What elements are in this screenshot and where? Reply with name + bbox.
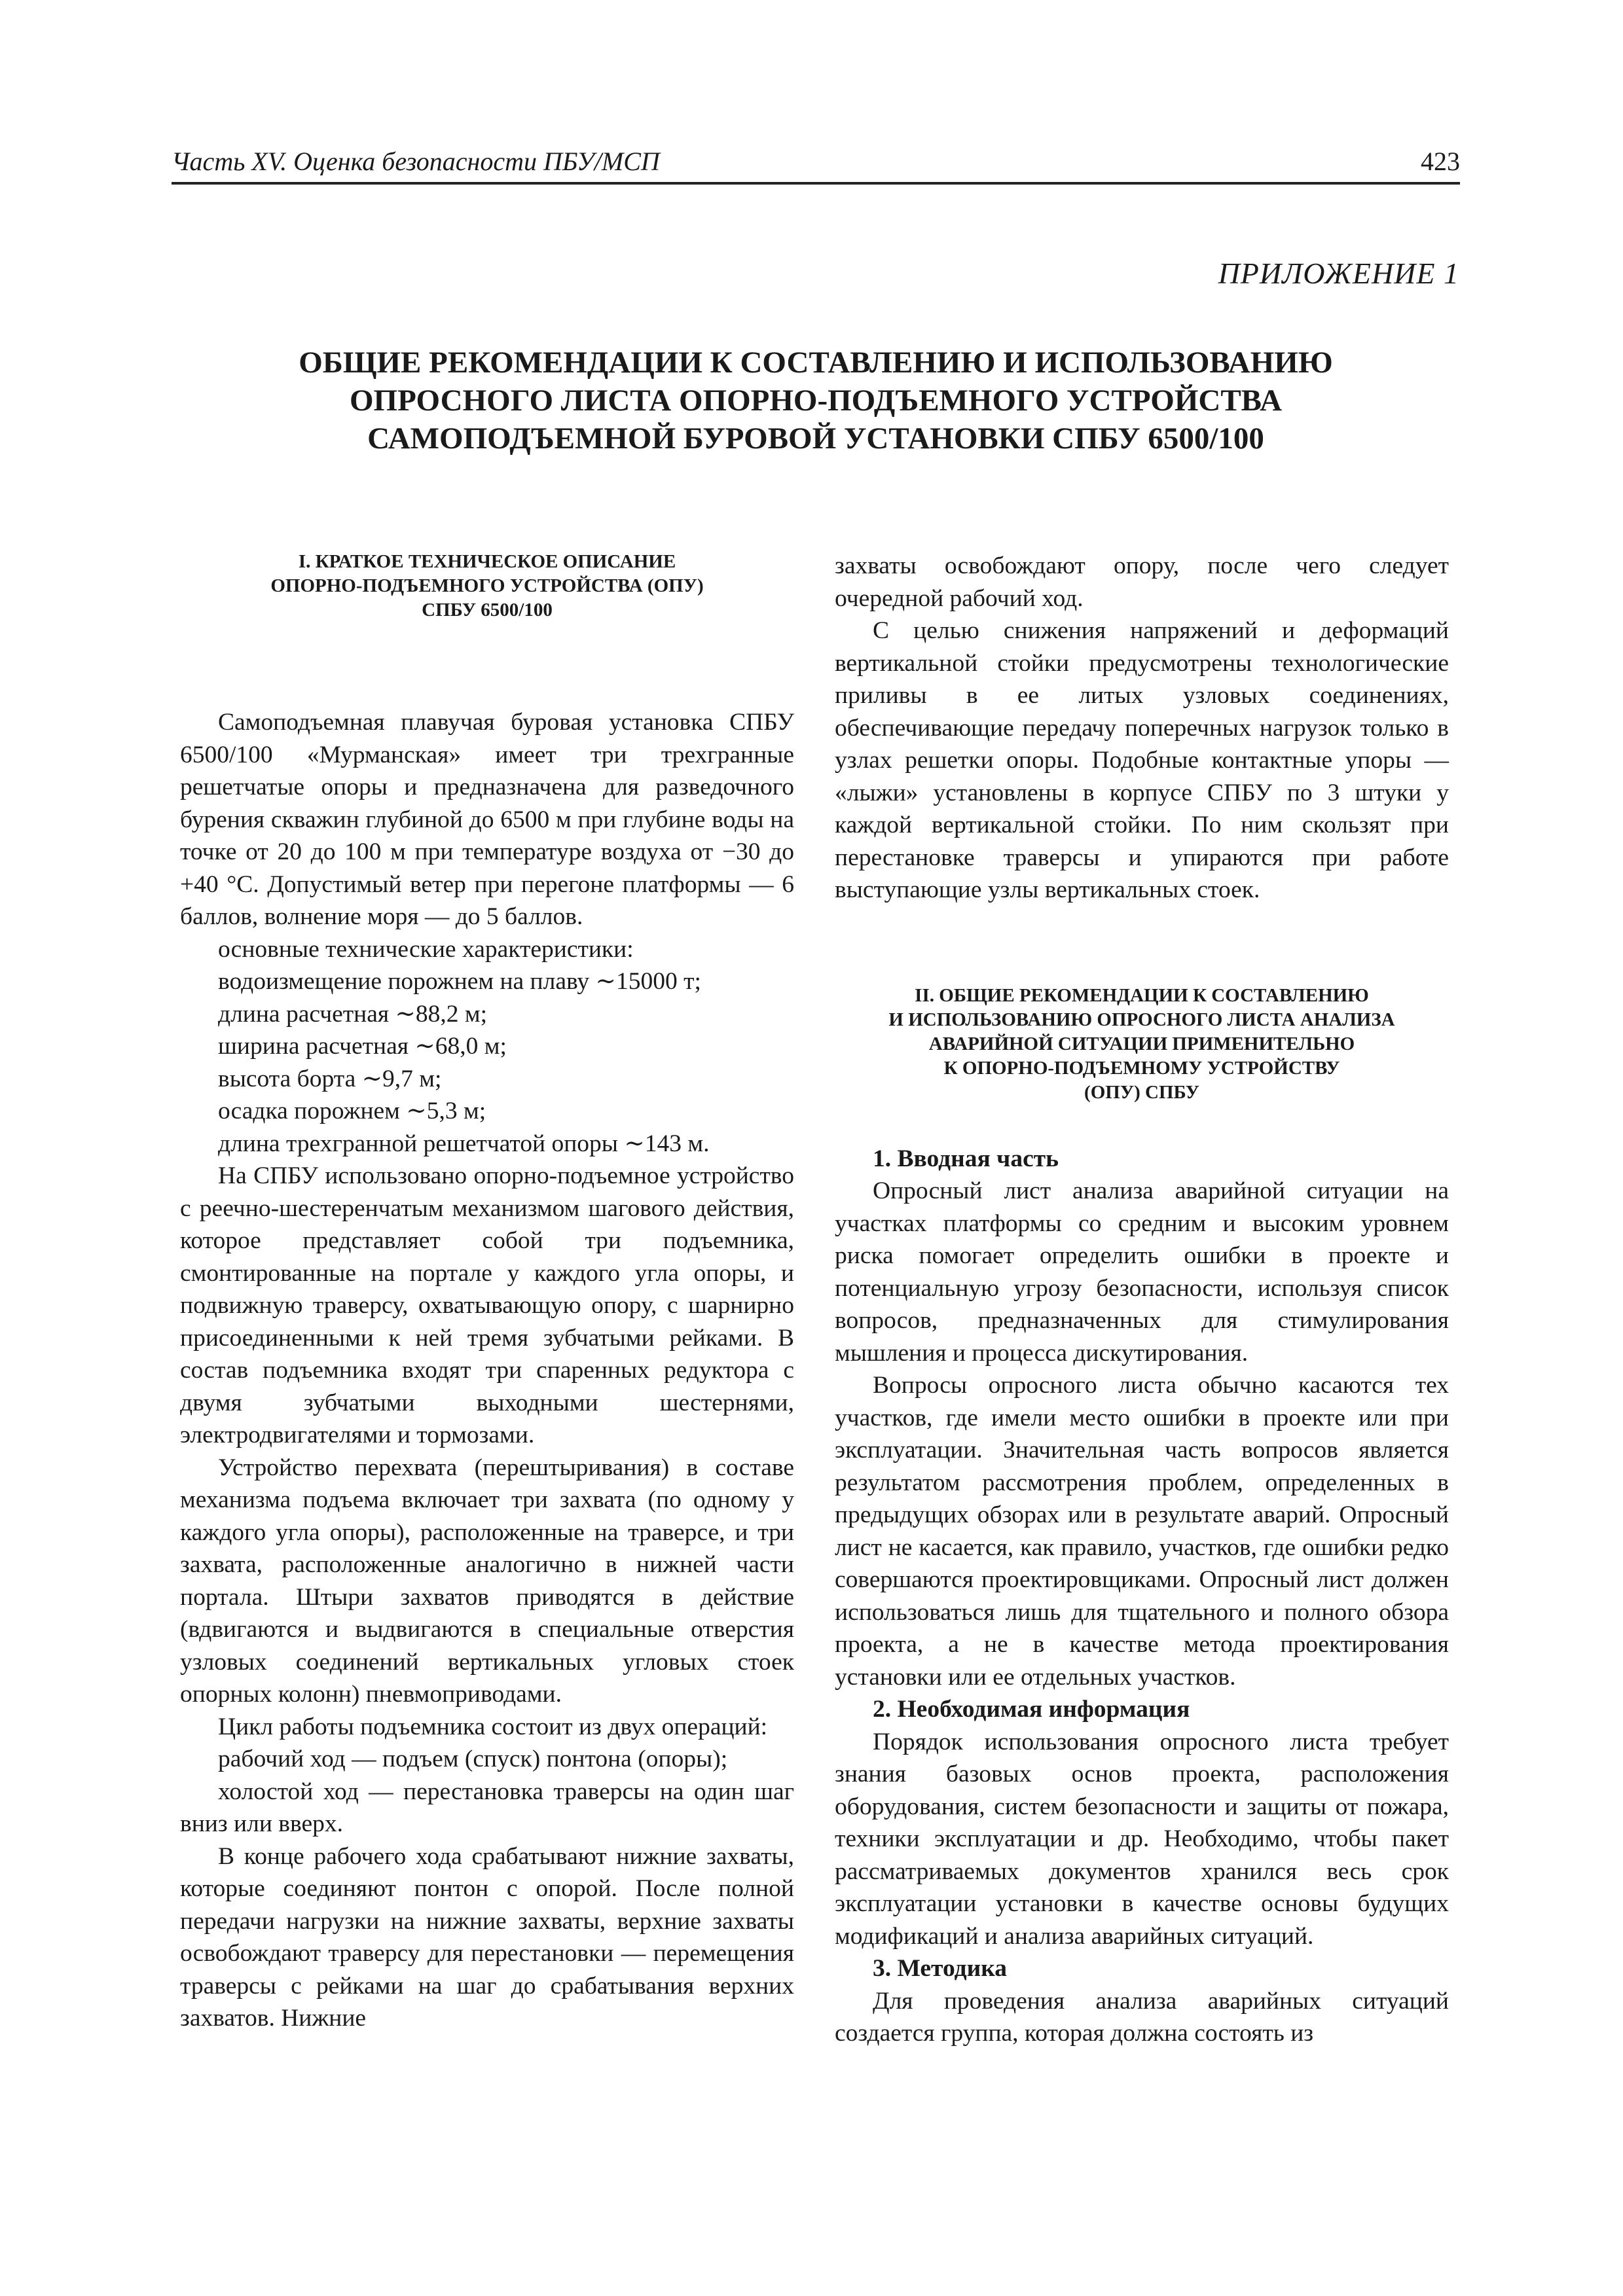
paragraph-stress: С целью снижения напряжений и деформаций вертикальной стойки предусмотрены технологические приливы в ее литых узловых соединениях, обеспечивающие передачу поперечных нагрузок только в узлах решетки опоры. Подобные контактные упоры — «лыжи» установлены в корпусе СПБУ по 3 штуки у каждой вертикальной стойки. По ним скользят при перестановке траверсы и упираются при работе выступающие узлы вертикальных стоек.	[835, 617, 1449, 903]
spacer	[835, 1105, 1449, 1143]
page-header	[172, 145, 1460, 185]
subsection-heading: 1. Вводная часть	[873, 1145, 1059, 1172]
paragraph: Опросный лист анализа аварийной ситуации на участках платформы со средним и высоким уровнем риска помогает определить ошибки в проекте и потенциальную угрозу безопасности, используя список вопросов, предназначенных для стимулирования мышления и процесса дискутирования.	[835, 1177, 1449, 1367]
title-line: САМОПОДЪЕМНОЙ БУРОВОЙ УСТАНОВКИ СПБУ 6500/100	[367, 422, 1264, 456]
subsection-heading: 3. Методика	[873, 1955, 1008, 1982]
section-heading-line: СПБУ 6500/100	[422, 600, 553, 620]
paragraph-working-stroke: рабочий ход — подъем (спуск) понтона (опоры);	[218, 1746, 728, 1772]
spec-item: длина трехгранной решетчатой опоры ∼143 м.	[218, 1130, 710, 1157]
section-heading-line: И ИСПОЛЬЗОВАНИЮ ОПРОСНОГО ЛИСТА АНАЛИЗА	[888, 1009, 1395, 1030]
section-heading-line: АВАРИЙНОЙ СИТУАЦИИ ПРИМЕНИТЕЛЬНО	[928, 1033, 1355, 1054]
left-column	[180, 550, 794, 2035]
section-heading-line: II. ОБЩИЕ РЕКОМЕНДАЦИИ К СОСТАВЛЕНИЮ	[915, 984, 1369, 1006]
paragraph-device: На СПБУ использовано опорно-подъемное устройство с реечно-шестеренчатым механизмом шагового действия, которое представляет собой три подъемника, смонтированные на портале у каждого угла опоры, и подвижную траверсу, охватывающую опору, с шарнирно присоединенными к ней тремя зубчатыми рейками. В состав подъемника входят три спаренных редуктора с двумя зубчатыми выходными шестернями, электродвигателями и тормозами.	[180, 1162, 794, 1448]
paragraph: Вопросы опросного листа обычно касаются тех участков, где имели место ошибки в проекте или при эксплуатации. Значительная часть вопросов является результатом рассмотрения проблем, определенных в предыдущих обзорах или в результате аварий. Опросный лист не касается, как правило, участков, где ошибки редко совершаются проектировщиками. Опросный лист должен использоваться лишь для тщательного и полного обзора проекта, а не в качестве метода проектирования установки или ее отдельных участков.	[835, 1372, 1449, 1691]
section-heading-line: (ОПУ) СПБУ	[1084, 1081, 1199, 1103]
paragraph: Для проведения анализа аварийных ситуаций создается группа, которая должна состоять из	[835, 1987, 1449, 2047]
paragraph-idle-stroke: холостой ход — перестановка траверсы на один шаг вниз или вверх.	[180, 1778, 794, 1837]
section-heading-line: I. КРАТКОЕ ТЕХНИЧЕСКОЕ ОПИСАНИЕ	[298, 551, 676, 572]
running-title: Часть XV. Оценка безопасности ПБУ/МСП	[172, 147, 660, 176]
section-heading-line: К ОПОРНО-ПОДЪЕМНОМУ УСТРОЙСТВУ	[943, 1057, 1340, 1079]
page-number: 423	[1421, 147, 1460, 176]
section-1-heading	[180, 550, 794, 622]
paragraph-interception: Устройство перехвата (перештыривания) в составе механизма подъема включает три захвата (по одному у каждого угла опоры), расположенные на траверсе, и три захвата, расположенные аналогично в нижней части портала. Штыри захватов приводятся в действие (вдвигаются и выдвигаются в специальные отверстия узловых соединений вертикальных угловых стоек опорных колонн) пневмоприводами.	[180, 1454, 794, 1708]
spec-item: осадка порожнем ∼5,3 м;	[218, 1098, 486, 1124]
right-column	[835, 550, 1449, 2050]
spacer	[835, 906, 1449, 984]
subsection-heading: 2. Необходимая информация	[873, 1696, 1190, 1723]
title-line: ОПРОСНОГО ЛИСТА ОПОРНО-ПОДЪЕМНОГО УСТРОЙСТВА	[349, 384, 1283, 418]
title-line: ОБЩИЕ РЕКОМЕНДАЦИИ К СОСТАВЛЕНИЮ И ИСПОЛЬЗОВАНИЮ	[299, 346, 1333, 380]
spec-item: водоизмещение порожнем на плаву ∼15000 т;	[218, 968, 701, 995]
spec-item: высота борта ∼9,7 м;	[218, 1065, 442, 1092]
section-heading-line: ОПОРНО-ПОДЪЕМНОГО УСТРОЙСТВА (ОПУ)	[270, 575, 704, 596]
spec-heading: основные технические характеристики:	[218, 935, 634, 963]
spec-item: длина расчетная ∼88,2 м;	[218, 1000, 488, 1028]
section-2-heading	[835, 984, 1449, 1105]
spec-item: ширина расчетная ∼68,0 м;	[218, 1033, 507, 1060]
spacer	[180, 622, 794, 706]
appendix-label: ПРИЛОЖЕНИЕ 1	[1218, 257, 1459, 290]
paragraph-stroke-end-continued: захваты освобождают опору, после чего следует очередной рабочий ход.	[835, 552, 1449, 612]
paragraph: Порядок использования опросного листа требует знания базовых основ проекта, расположения оборудования, систем безопасности и защиты от пожара, техники эксплуатации и др. Необходимо, чтобы пакет рассматриваемых документов хранился весь срок эксплуатации установки в качестве основы будущих модификаций и анализа аварийных ситуаций.	[835, 1728, 1449, 1950]
document-title	[172, 344, 1460, 457]
paragraph-stroke-end: В конце рабочего хода срабатывают нижние захваты, которые соединяют понтон с опорой. После полной передачи нагрузки на нижние захваты, верхние захваты освобождают траверсу для перестановки — перемещения траверсы с рейками на шаг до срабатывания верхних захватов. Нижние	[180, 1842, 794, 2032]
paragraph-cycle: Цикл работы подъемника состоит из двух операций:	[218, 1713, 768, 1740]
paragraph-intro: Самоподъемная плавучая буровая установка СПБУ 6500/100 «Мурманская» имеет три трехгранные решетчатые опоры и предназначена для разведочного бурения скважин глубиной до 6500 м при глубине воды на точке от 20 до 100 м при температуре воздуха от −30 до +40 °С. Допустимый ветер при перегоне платформы — 6 баллов, волнение моря — до 5 баллов.	[180, 709, 794, 930]
